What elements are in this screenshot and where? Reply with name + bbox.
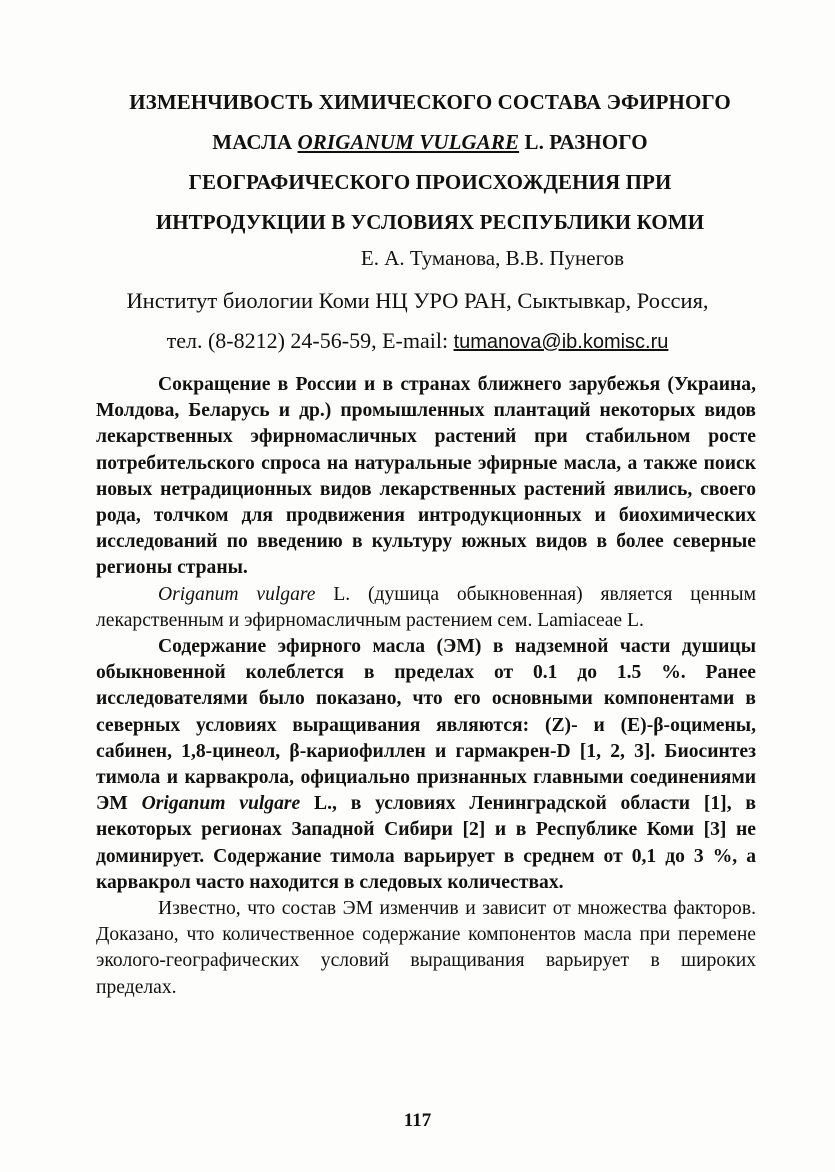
title-line-2-start: МАСЛА [212,130,298,154]
authors-line [0,244,835,272]
paragraph-1: Сокращение в России и в странах ближнего зарубежья (Украина, Молдова, Беларусь и др.) промышленных плантаций некоторых видов лекарственных эфирномасличных растений при стабильном росте потребительского спроса на натуральные эфирные масла, а также поиск новых нетрадиционных видов лекарственных растений явились, своего рода, толчком для продвижения интродукционных и биохимических исследований по введению в культуру южных видов в более северные регионы страны. [96,374,756,579]
contact-line [0,326,835,357]
paragraph-2-text: L. (душица обыкновенная) является ценным лекарственным и эфирномасличным растением сем. Lamiaceae L. [96,583,756,631]
page-number: 117 [403,1110,432,1131]
title-line-1: ИЗМЕНЧИВОСТЬ ХИМИЧЕСКОГО СОСТАВА ЭФИРНОГО [129,90,731,114]
affiliation: Институт биологии Коми НЦ УРО РАН, Сыктывкар, Россия, [126,288,709,313]
paragraph-2-species: Origanum vulgare [158,583,316,605]
paragraph-4: Известно, что состав ЭМ изменчив и зависит от множества факторов. Доказано, что количественное содержание компонентов масла при перемене эколого-географических условий выращивания варьирует в широких пределах. [96,898,756,998]
authors: Е. А. Туманова, В.В. Пунегов [360,246,625,270]
paragraph-3-text-b: L., в условиях Ленинградской области [1], в некоторых регионах Западной Сибири [2] и в Республике Коми [3] не доминирует. Содержание тимола варьирует в среднем от 0,1 до 3 %, а карвакрол часто находится в следовых количествах. [96,793,757,893]
title-line-4: ИНТРОДУКЦИИ В УСЛОВИЯХ РЕСПУБЛИКИ КОМИ [155,210,705,234]
paragraph-3 [96,634,756,896]
article-title [90,82,770,242]
title-line-2 [90,122,770,162]
contact-phone: тел. (8-8212) 24-56-59, E-mail: [166,328,454,353]
title-species-name: ORIGANUM VULGARE [297,130,520,154]
paragraph-3-species: Origanum vulgare [141,793,301,815]
paragraph-2 [96,582,756,634]
title-line-2-end: L. РАЗНОГО [519,130,648,154]
email-link[interactable]: tumanova@ib.komisc.ru [453,331,669,353]
article-body [96,372,756,1001]
paragraph-3-text-a: Содержание эфирного масла (ЭМ) в надземной части душицы обыкновенной колеблется в пределах от 0.1 до 1.5 %. Ранее исследователями было показано, что его основными компонентами в северных условиях выращивания являются: (Z)- и (Е)-β-оцимены, сабинен, 1,8-цинеол, β-кариофиллен и гармакрен-D [1, 2, 3]. Биосинтез тимола и карвакрола, официально признанных главными соединениями ЭМ [96,636,756,815]
title-line-3: ГЕОГРАФИЧЕСКОГО ПРОИСХОЖДЕНИЯ ПРИ [188,170,672,194]
